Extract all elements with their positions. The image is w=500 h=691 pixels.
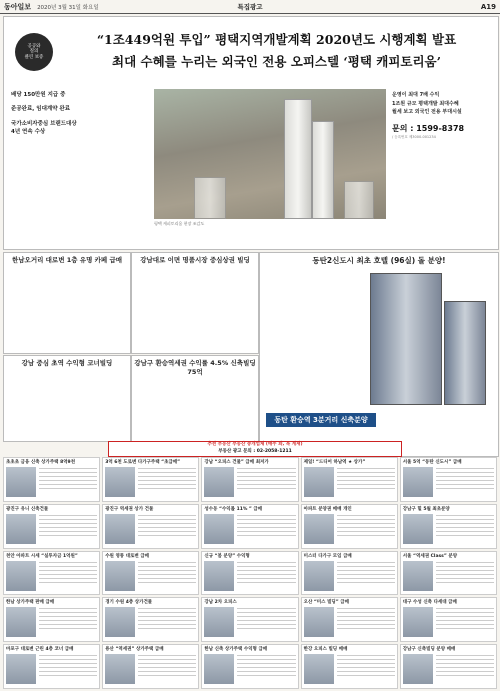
- hotel-building-render: [370, 273, 442, 405]
- ad-right-column: [392, 91, 494, 141]
- listing-text-lines: [237, 515, 295, 539]
- listing-text-lines: [436, 655, 494, 679]
- property-photo: [403, 654, 433, 684]
- listing-text-lines: [237, 468, 295, 492]
- listing-text-lines: [337, 515, 395, 539]
- listing-text-lines: [237, 562, 295, 586]
- listing-title: 강남 “오피스 건물” 급매 최저가: [204, 460, 269, 465]
- listing-text-lines: [138, 562, 196, 586]
- property-photo: [304, 514, 334, 544]
- classified-listing: [400, 457, 497, 502]
- property-photo: [204, 561, 234, 591]
- listing-title: 서울 “역세권 Class” 분양: [402, 553, 458, 559]
- property-photo: [105, 607, 135, 637]
- listing-title: 천안 아파트 시세 “실투자금 1억원”: [6, 553, 78, 559]
- issue-date: 2020년 3월 31일 화요일: [37, 4, 99, 11]
- listing-title: 경기 수원 4층 상가건물: [105, 600, 153, 606]
- property-photo: [204, 607, 234, 637]
- classified-listing: [3, 597, 100, 642]
- classified-listing: [201, 457, 298, 502]
- classified-listing: [301, 551, 398, 596]
- listing-title: 마포구 대로변 근린 4층 코너 급매: [6, 647, 74, 653]
- property-photo: [403, 607, 433, 637]
- listing-title: 오산 “미스 빌딩” 급매: [303, 600, 349, 606]
- listing-title: 미스터 다가구 모임 급매: [303, 553, 352, 559]
- listing-text-lines: [436, 608, 494, 632]
- property-photo: [6, 654, 36, 684]
- classified-listing: [3, 644, 100, 689]
- classified-listing: [102, 551, 199, 596]
- listing-text-lines: [436, 468, 494, 492]
- emblem-line: 공공와: [27, 43, 41, 49]
- section-title: 강남구 환승역세권 수익률 4.5% 신축빌딩 75억: [134, 359, 256, 376]
- bullet: 배당 150만원 지급 중: [11, 92, 66, 98]
- listing-title: 광진구 유니 신축건물: [6, 506, 49, 512]
- listing-text-lines: [337, 608, 395, 632]
- classified-listing: [201, 597, 298, 642]
- listing-title: 한남 신축 상가주택 수익형 급매: [204, 647, 268, 653]
- classified-listing: [102, 644, 199, 689]
- classified-listing: [102, 457, 199, 502]
- property-photo: [403, 514, 433, 544]
- property-photo: [105, 467, 135, 497]
- right-bullet: 운영이 최대 7배 수익: [392, 92, 440, 98]
- listing-title: 광진구 역세권 상가 건물: [105, 506, 154, 512]
- listing-title: 신규 “봄 분양” 수익형: [204, 553, 250, 559]
- listing-text-lines: [337, 655, 395, 679]
- listing-text-lines: [138, 655, 196, 679]
- hotel-sale-ad: [259, 252, 499, 457]
- listing-title: 한강 오피스 빌딩 매매: [303, 647, 348, 653]
- listing-title: 강남 2차 오피스: [204, 600, 237, 606]
- listing-title: 성수동 “수익률 11% ” 급매: [204, 506, 263, 512]
- ad-contact-box: [108, 441, 402, 457]
- listing-text-lines: [138, 608, 196, 632]
- property-photo: [304, 561, 334, 591]
- headline-line-1: “1조449억원 투입” 평택지역개발계획 2020년도 시행계획 발표: [96, 32, 457, 47]
- award-emblem-icon: [15, 33, 53, 71]
- listing-title: 제일! “드디어 하남역 ★ 상가”: [303, 460, 366, 465]
- inquiry-phone: 문의 : 1599-8378: [392, 123, 465, 133]
- right-bullet: 월세 보고 외국인 전용 부대시설: [392, 109, 462, 115]
- property-photo: [6, 514, 36, 544]
- listing-title: 초초초 금융 신축 상가주택 8억9천: [6, 460, 76, 465]
- classified-listing: [201, 644, 298, 689]
- property-photo: [403, 561, 433, 591]
- listing-text-lines: [39, 468, 97, 492]
- property-photo: [304, 607, 334, 637]
- tower-render: [284, 99, 312, 219]
- listing-text-lines: [39, 608, 97, 632]
- property-photo: [204, 654, 234, 684]
- property-photo: [6, 561, 36, 591]
- property-photo: [6, 607, 36, 637]
- property-photo: [105, 654, 135, 684]
- listing-title: 3억 6천 도로변 다가구주택 “초급매”: [105, 460, 181, 465]
- listing-title: 강남구 힐 5월 최초분양: [402, 506, 450, 512]
- section-title: 강남 중심 초역 수익형 코너빌딩: [21, 359, 113, 367]
- classified-listing: [3, 551, 100, 596]
- section-title: 한남오거리 대로변 1층 유명 카페 급매: [11, 256, 123, 264]
- classified-listing: [102, 504, 199, 549]
- classified-listing: [3, 504, 100, 549]
- property-photo: [105, 514, 135, 544]
- classified-listing: [400, 504, 497, 549]
- classified-listing: [3, 457, 100, 502]
- classified-listing: [400, 644, 497, 689]
- listing-section: [3, 355, 131, 442]
- right-bullet: 1조원 규모 평택개발 최대수혜: [392, 100, 459, 107]
- tower-render: [344, 181, 374, 219]
- classified-listing: [400, 551, 497, 596]
- listing-section: [131, 355, 259, 442]
- listing-section: [131, 252, 259, 354]
- listing-title: 아파트 분양권 매매 개인: [303, 506, 352, 512]
- section-title: 강남대로 이면 명품시장 중심상권 빌딩: [140, 256, 250, 264]
- classified-listing: [301, 644, 398, 689]
- listing-text-lines: [436, 562, 494, 586]
- section-title: 특집광고: [237, 3, 263, 11]
- contact-phone: 부동산 광고 문의 : 02-2058-1211: [218, 448, 292, 454]
- bullet: 준공완료, 임대계약 완료: [11, 106, 71, 113]
- classified-listing: [400, 597, 497, 642]
- listing-title: 서울 5억 “동탄 신도시” 급매: [402, 460, 462, 465]
- listing-text-lines: [237, 608, 295, 632]
- tower-render: [194, 177, 226, 219]
- listing-title: 수원 영통 대로변 급매: [105, 553, 150, 559]
- registration-number: / 등록번호 제3000-001234: [392, 135, 436, 140]
- page-number: A19: [480, 2, 496, 11]
- property-photo: [403, 467, 433, 497]
- listing-section: [3, 252, 131, 354]
- classified-listing: [102, 597, 199, 642]
- listing-title: 한남 상가주택 판매 급매: [6, 600, 55, 606]
- ad-headline: [64, 30, 489, 70]
- listing-text-lines: [237, 655, 295, 679]
- listing-text-lines: [138, 468, 196, 492]
- listing-text-lines: [138, 515, 196, 539]
- listing-title: 용산 “역세권” 상가주택 급매: [105, 647, 164, 653]
- emblem-line: 클린 보증: [24, 54, 44, 60]
- headline-line-2: 최대 수혜를 누리는 외국인 전용 오피스텔 ‘평택 캐피토리움’: [112, 54, 441, 69]
- classified-listing: [301, 457, 398, 502]
- aerial-photo: [154, 89, 386, 219]
- listing-title: 강남구 신축빌딩 분양 매매: [402, 647, 456, 653]
- listing-text-lines: [39, 515, 97, 539]
- listing-text-lines: [337, 468, 395, 492]
- ad-left-column: [11, 91, 79, 142]
- property-photo: [304, 467, 334, 497]
- classified-listing: [201, 504, 298, 549]
- classified-listing: [201, 551, 298, 596]
- property-photo: [6, 467, 36, 497]
- section-title: 동탄2신도시 최초 호텔 (96실) 돌 분양!: [312, 256, 446, 265]
- photo-caption: 평택 캐피토리움 현장 조감도: [154, 221, 205, 226]
- classified-listing: [301, 597, 398, 642]
- hotel-label-badge: 동탄 환승역 3분거리 신축분양: [266, 413, 376, 427]
- top-advertisement: [3, 16, 499, 250]
- listing-text-lines: [39, 655, 97, 679]
- listing-title: 대구 수성 신축 다세대 급매: [402, 600, 457, 606]
- listing-text-lines: [337, 562, 395, 586]
- bullet: 국가소비자중심 브랜드대상 4년 연속 수상: [11, 120, 77, 135]
- property-photo: [204, 467, 234, 497]
- tower-render: [312, 121, 334, 219]
- paper-logo: 동아일보: [4, 2, 32, 11]
- hotel-building-render: [444, 301, 486, 405]
- classified-listing: [301, 504, 398, 549]
- property-photo: [105, 561, 135, 591]
- listing-text-lines: [436, 515, 494, 539]
- property-photo: [204, 514, 234, 544]
- contact-line: 추천 부동산 부동산 중개업체 (매주 화, 목 게재): [207, 442, 303, 447]
- classified-grid: [3, 457, 497, 689]
- listing-text-lines: [39, 562, 97, 586]
- emblem-line: 질의: [29, 49, 39, 55]
- property-photo: [304, 654, 334, 684]
- masthead: [0, 0, 500, 14]
